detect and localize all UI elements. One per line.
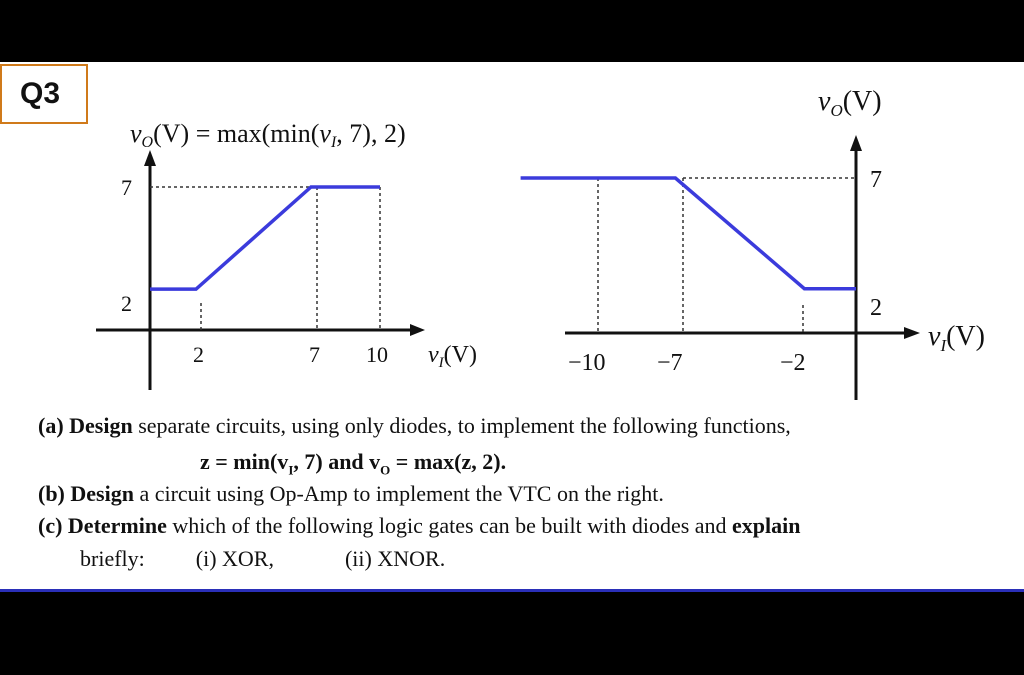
question-b (38, 481, 664, 507)
left-xtick-7: 7 (309, 342, 320, 367)
left-ytick-7: 7 (121, 175, 132, 200)
left-plot-title: vO(V) = max(min(vI, 7), 2) (130, 119, 406, 151)
question-b-prefix: (b) (38, 481, 65, 506)
question-c-verb: Determine (67, 513, 167, 538)
right-x-arrow-icon (904, 327, 920, 339)
question-c-option-2: (ii) XNOR. (344, 546, 446, 571)
question-c-line1 (38, 513, 801, 539)
question-c-option-1: (i) XOR, (195, 546, 274, 571)
right-y-arrow-icon (850, 135, 862, 151)
right-y-label: $v_O(V)$ (818, 86, 882, 120)
question-a-formula: $z = \min(v_I$, 7) and $v_O = \max(z$, 2). (200, 449, 507, 478)
question-b-text: a circuit using Op-Amp to implement the VTC on the right. (139, 481, 664, 506)
question-b-verb: Design (70, 481, 134, 506)
question-c-briefly: briefly: (80, 546, 145, 571)
left-x-label: $v_I(V)$ (428, 342, 477, 371)
question-c-prefix: (c) (38, 513, 63, 538)
left-xtick-10: 10 (366, 342, 388, 367)
right-x-label: $v_I(V)$ (928, 321, 985, 355)
right-xtick-m2: −2 (780, 350, 806, 376)
question-a-line1 (38, 413, 791, 439)
question-tag: Q3 (0, 64, 88, 124)
right-xtick-m10: −10 (568, 350, 606, 376)
question-a-prefix: (a) (38, 413, 64, 438)
question-c-text: which of the following logic gates can be built with diodes and (172, 513, 727, 538)
left-ytick-2: 2 (121, 291, 132, 316)
question-a-text: separate circuits, using only diodes, to implement the following functions, (138, 413, 791, 438)
right-plot-series-line (521, 178, 856, 289)
right-xtick-m7: −7 (657, 350, 683, 376)
question-c-verb2: explain (732, 513, 801, 538)
right-ytick-2: 2 (870, 295, 882, 321)
question-a-verb: Design (69, 413, 133, 438)
left-xtick-2: 2 (193, 342, 204, 367)
question-c-line2 (80, 546, 445, 572)
right-ytick-7: 7 (870, 167, 882, 193)
